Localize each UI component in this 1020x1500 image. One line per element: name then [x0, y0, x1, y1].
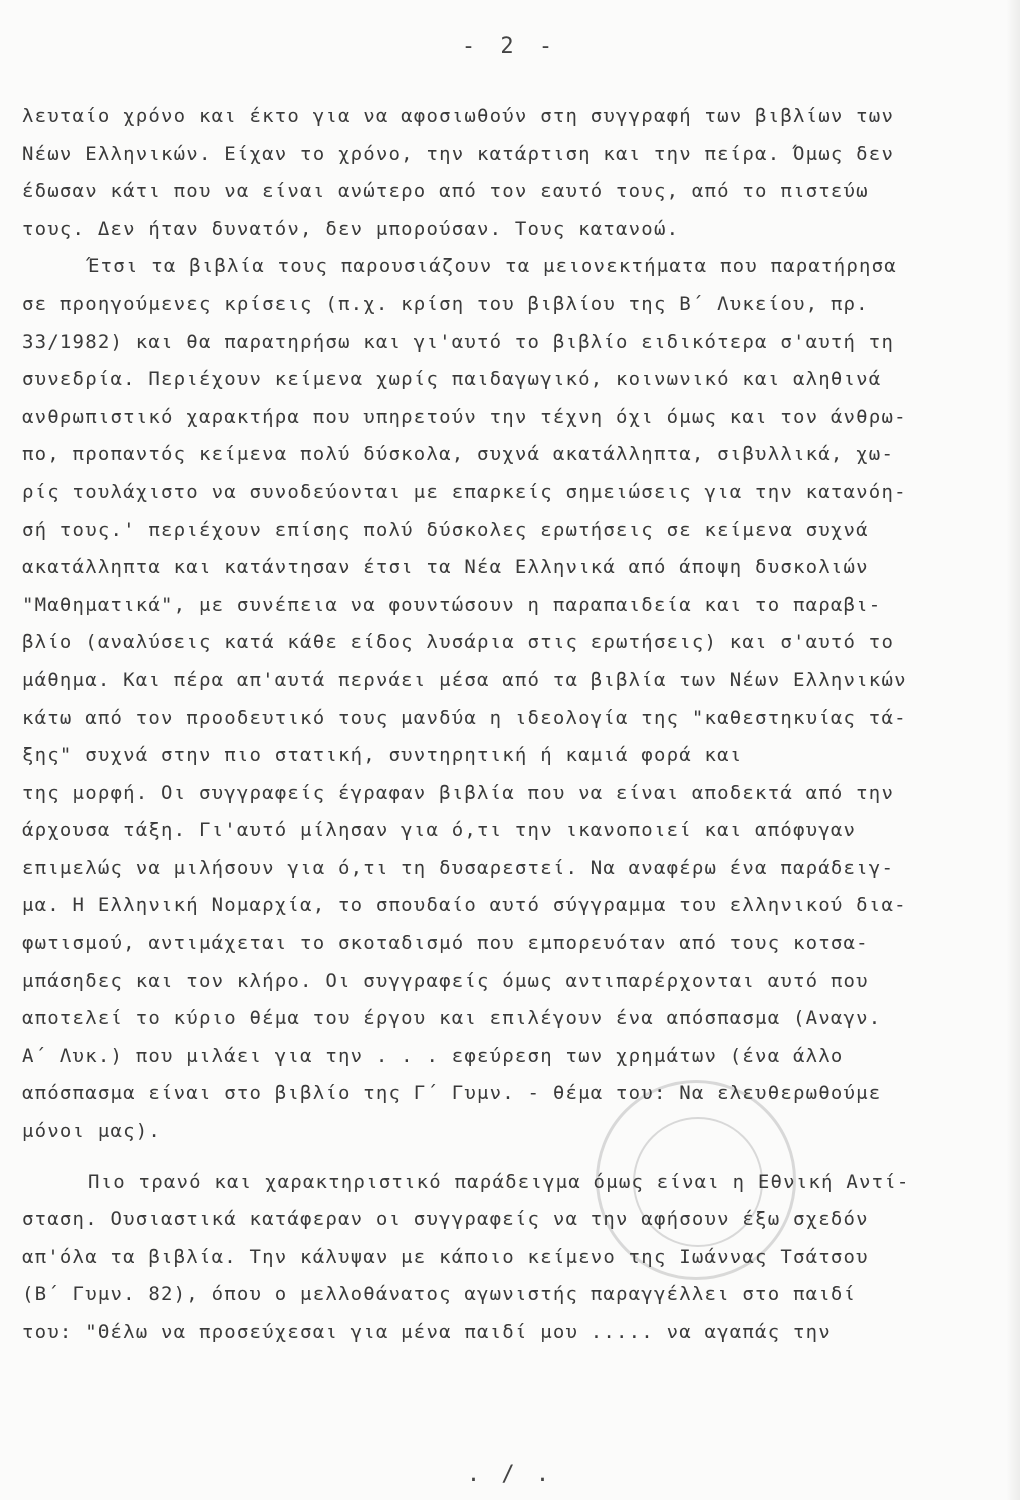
text-line: τους. Δεν ήταν δυνατόν, δεν μπορούσαν. Τους κατανοώ. [22, 217, 680, 240]
text-line: μάθημα. Και πέρα απ'αυτά περνάει μέσα από τα βιβλία των Νέων Ελληνικών [22, 668, 907, 691]
text-line: ακατάλληπτα και κατάντησαν έτσι τα Νέα Ελληνικά από άποψη δυσκολιών [22, 556, 869, 579]
text-line: συνεδρία. Περιέχουν κείμενα χωρίς παιδαγωγικό, κοινωνικό και αληθινά [22, 368, 882, 391]
text-line: της μορφή. Οι συγγραφείς έγραφαν βιβλία που να είναι αποδεκτά από την [22, 781, 895, 804]
text-line: πο, προπαντός κείμενα πολύ δύσκολα, συχνά ακατάλληπτα, σιβυλλικά, χω- [22, 443, 895, 466]
text-line: Νέων Ελληνικών. Είχαν το χρόνο, την κατάρτιση και την πείρα. Όμως δεν [22, 142, 895, 165]
text-line: μόνοι μας). [22, 1120, 162, 1143]
text-line: ξης" συχνά στην πιο στατική, συντηρητική ή καμιά φορά και [22, 744, 743, 767]
text-line: ανθρωπιστικό χαρακτήρα που υπηρετούν την τέχνη όχι όμως και τον άνθρω- [22, 405, 907, 428]
text-line: σή τους.' περιέχουν επίσης πολύ δύσκολες ερωτήσεις σε κείμενα συχνά [22, 518, 869, 541]
text-line: σε προηγούμενες κρίσεις (π.χ. κρίση του βιβλίου της Β΄ Λυκείου, πρ. [22, 292, 869, 315]
text-line: 33/1982) και θα παρατηρήσω και γι'αυτό το βιβλίο ειδικότερα σ'αυτή τη [22, 330, 895, 353]
text-line: μπάσηδες και τον κλήρο. Οι συγγραφείς όμως αντιπαρέρχονται αυτό που [22, 969, 869, 992]
text-line: ρίς τουλάχιστο να συνοδεύονται με επαρκείς σημειώσεις για την κατανόη- [22, 480, 907, 503]
text-line: βλίο (αναλύσεις κατά κάθε είδος λυσάρια στις ερωτήσεις) και σ'αυτό το [22, 631, 895, 654]
text-line: άρχουσα τάξη. Γι'αυτό μίλησαν για ό,τι την ικανοποιεί και απόφυγαν [22, 819, 857, 842]
text-line: Πιο τρανό και χαρακτηριστικό παράδειγμα όμως είναι η Εθνική Αντί- [88, 1170, 910, 1193]
text-line: μα. Η Ελληνική Νομαρχία, το σπουδαίο αυτό σύγγραμμα του ελληνικού δια- [22, 894, 907, 917]
text-line: κάτω από τον προοδευτικό τους μανδύα η ιδεολογία της "καθεστηκυίας τά- [22, 706, 907, 729]
text-line: Α΄ Λυκ.) που μιλάει για την . . . εφεύρεση των χρημάτων (ένα άλλο [22, 1044, 844, 1067]
text-line: "Μαθηματικά", με συνέπεια να φουντώσουν η παραπαιδεία και το παραβι- [22, 593, 882, 616]
text-line: απόσπασμα είναι στο βιβλίο της Γ΄ Γυμν. - θέμα του: Να ελευθερωθούμε [22, 1082, 882, 1105]
text-line: του: "Θέλω να προσεύχεσαι για μένα παιδί μου ..... να αγαπάς την [22, 1321, 831, 1343]
page-edge-shadow [1006, 0, 1020, 1500]
text-line: Έτσι τα βιβλία τους παρουσιάζουν τα μειονεκτήματα που παρατήρησα [88, 255, 897, 278]
text-line: σταση. Ουσιαστικά κατάφεραν οι συγγραφείς να την αφήσουν έξω σχεδόν [22, 1208, 869, 1231]
text-line: επιμελώς να μιλήσουν για ό,τι τη δυσαρεστεί. Να αναφέρω ένα παράδειγ- [22, 856, 895, 879]
text-line: αποτελεί το κύριο θέμα του έργου και επιλέγουν ένα απόσπασμα (Αναγν. [22, 1007, 882, 1030]
text-line: απ'όλα τα βιβλία. Την κάλυψαν με κάποιο κείμενο της Ιωάννας Τσάτσου [22, 1245, 869, 1268]
text-line: (Β΄ Γυμν. 82), όπου ο μελλοθάνατος αγωνιστής παραγγέλλει στο παιδί [22, 1283, 857, 1306]
page-number: - 2 - [461, 34, 559, 59]
body-text [22, 98, 997, 1352]
text-line: λευταίο χρόνο και έκτο για να αφοσιωθούν στη συγγραφή των βιβλίων των [22, 105, 895, 127]
continuation-mark: . / . [466, 1462, 554, 1487]
text-line: έδωσαν κάτι που να είναι ανώτερο από τον εαυτό τους, από το πιστεύω [22, 180, 869, 203]
text-line: φωτισμού, αντιμάχεται το σκοταδισμό που εμπορευόταν από τους κοτσα- [22, 932, 869, 955]
